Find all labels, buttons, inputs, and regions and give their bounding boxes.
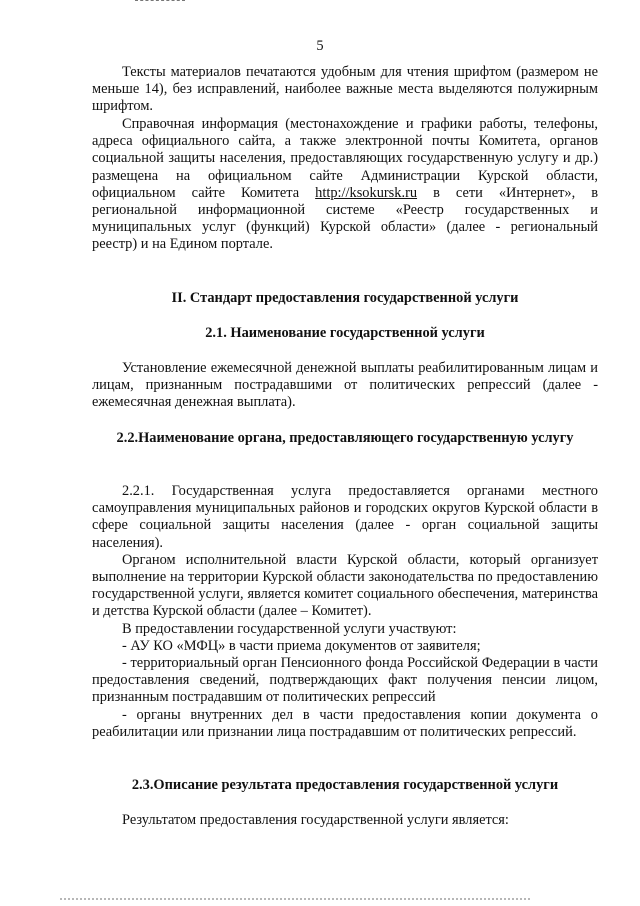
subsection-heading: 2.2.Наименование органа, предоставляющего государственную услугу [116, 430, 574, 446]
subsection-2-1-text [92, 360, 598, 412]
paragraph-2-2-1: 2.2.1. Государственная услуга предоставляется органами местного самоуправления муниципальных районов и городских округов Курской области в сфере социальной защиты населения (далее - орган социальной защиты населения). [92, 483, 598, 551]
page-number: 5 [316, 38, 324, 54]
paragraph-text: Тексты материалов печатаются удобным для чтения шрифтом (размером не меньше 14), без исправлений, наиболее важные места выделяются полужирным шрифтом. [92, 64, 598, 115]
paragraph-text: Установление ежемесячной денежной выплаты реабилитированным лицам и лицам, признанным пострадавшими от политических репрессий (далее - ежемесячная денежная выплата). [92, 360, 598, 411]
paragraph-reference-info [92, 116, 598, 254]
text-after-link: в сети «Интернет», в региональной информационной системе «Реестр государственных и муниципальных услуг (функций) Курской области» (далее - региональный реестр) и на Едином портале. [92, 184, 598, 253]
subsection-2-3-heading [92, 777, 598, 794]
paragraph-fonts [92, 64, 598, 116]
subsection-2-3-text [92, 812, 598, 829]
list-item: - АУ КО «МФЦ» в части приема документов от заявителя; [122, 637, 481, 654]
subsection-heading: 2.3.Описание результата предоставления государственной услуги [131, 777, 559, 793]
scan-artifact-top [135, 0, 185, 4]
paragraph-executive-body: Органом исполнительной власти Курской области, который организует выполнение на территории Курской области законодательства по предоставлению государственной услуги, является комитет социального обеспечения, материнства и детства Курской области (далее – Комитет). [92, 551, 598, 620]
list-item: - территориальный орган Пенсионного фонда Российской Федерации в части предоставления сведений, подтверждающих факт получения пенсии лицом, признанным пострадавшим от политических репрессий [92, 655, 598, 706]
subsection-2-1-heading [92, 325, 598, 342]
committee-site-link[interactable]: http://ksokursk.ru [315, 184, 418, 201]
text-before-link: Справочная информация (местонахождение и графики работы, телефоны, адреса официального сайта, а также электронной почты Комитета, органов социальной защиты населения, предоставляющих государственную услугу и др.) размещена на официальном сайте Администрации Курской области, официальном сайте Комитета [92, 116, 598, 201]
subsection-2-2-heading [92, 430, 598, 447]
paragraph-text: Результатом предоставления государственной услуги является: [122, 812, 509, 828]
paragraph-participants: В предоставлении государственной услуги участвуют: [122, 620, 457, 637]
section-title [92, 290, 598, 307]
list-item: - органы внутренних дел в части предоставления копии документа о реабилитации или признании лица пострадавшим от политических репрессий. [92, 706, 598, 740]
section-heading: II. Стандарт предоставления государственной услуги [171, 290, 519, 306]
paragraph-text [92, 116, 598, 254]
subsection-2-2-body [92, 483, 598, 741]
subsection-heading: 2.1. Наименование государственной услуги [205, 325, 485, 341]
